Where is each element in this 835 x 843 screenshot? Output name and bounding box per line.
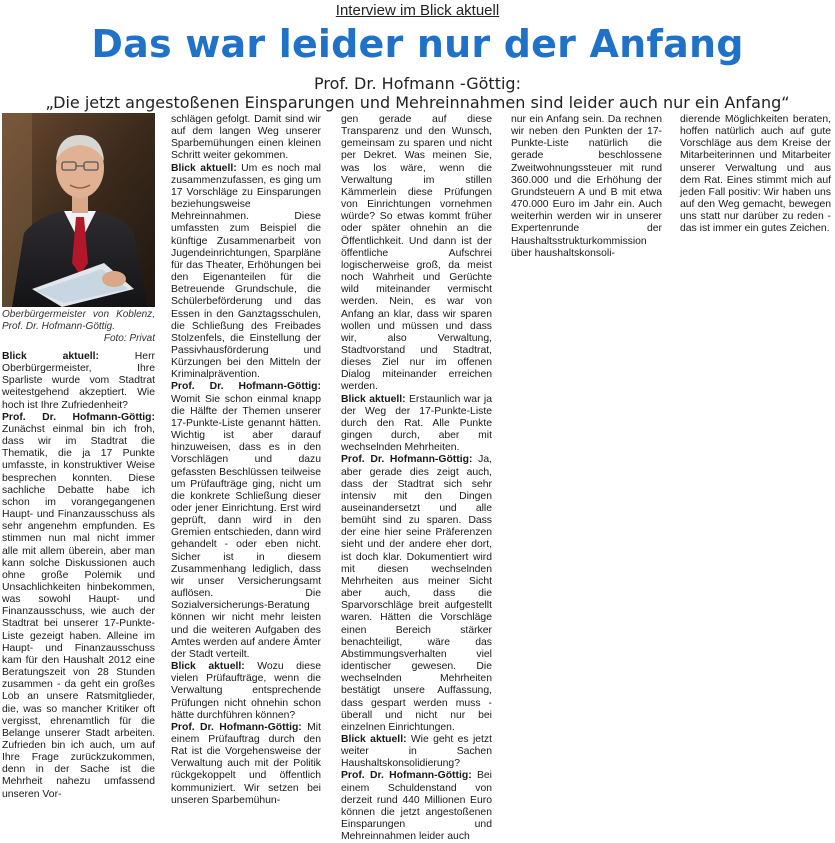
paragraph	[171, 114, 321, 163]
answer-text: Womit Sie schon einmal knapp die Hälfte der Themen unserer 17-Punkte-Liste genannt hätten. Wichtig ist aber darauf hinzuweisen, dass es in den Vorschlägen und dazu gefassten Beschlüssen teilweise um Prüfaufträge ging, nicht um die konkrete Schließung dieser oder jener Einrichtung. Erst wird geprüft, dann wird in den Gremien entschieden, dann wird gehandelt - oder eben nicht. Sicher ist in diesem Zusammenhang lediglich, dass wir unser Versicherungsamt auflösen. Die Sozialversicherungs-Beratung können wir nicht mehr leisten und die weiteren Aufgaben des Amtes werden auf andere Ämter der Stadt verteilt.	[171, 393, 321, 660]
question-text: Um es noch mal zusammenzufassen, es ging um 17 Vorschläge zu Einsparungen beziehungsweise Mehreinnahmen. Diese umfassten zum Beispiel die künftige Zusammenarbeit von Jugendeinrichtungen, Sparpläne für das Theater, Erhöhungen bei den Eigenanteilen für die Betreuende Grundschule, die Schülerbeförderung und das Essen in den Ganztagsschulen, die Schließung des Freibades Stolzenfels, die Einstellung der Passivhausförderung und Kürzungen bei den Mitteln der Kriminalprävention.	[171, 162, 321, 381]
question-label: Blick aktuell:	[171, 661, 245, 673]
answer-text: gen gerade auf diese Transparenz und den Wunsch, gemeinsam zu sparen und nicht per Dekret. Was meinen Sie, was los wäre, wenn die Verwaltung im stillen Kämmerlein diese Prüfungen von Einrichtungen vornehmen würde? So etwas kommt früher oder später ohnehin an die Öffentlichkeit. Und dann ist der öffentliche Aufschrei logischerweise groß, da meist noch Wahrheit und Gerüchte wild miteinander vermischt werden. Nein, es war von Anfang an klar, dass wir sparen wollen und müssen und dass wir, also Verwaltung, Stadtvorstand und Stadtrat, dieses Ziel nur im offenen Dialog miteinander erreichen werden.	[341, 114, 492, 393]
answer-text: Mit einem Prüfauftrag durch den Rat ist die Vorgehensweise der Verwaltung auch mit der Politik rückgekoppelt und öffentlich kommuniziert. Wir setzen bei unseren Sparbemühun-	[171, 721, 321, 806]
text-column-4	[511, 114, 662, 260]
text-column-1	[2, 351, 155, 801]
question-label: Blick aktuell:	[341, 733, 407, 745]
caption-text: Oberbürgermeister von Koblenz, Prof. Dr. Hofmann-Göttig.	[2, 309, 155, 332]
subhead-quote: „Die jetzt angestoßenen Einsparungen und Mehreinnahmen sind leider auch nur ein Anfang“	[45, 93, 790, 112]
answer-text: Zunächst einmal bin ich froh, dass wir im Stadtrat die Thematik, die ja 17 Punkte umfasste, in konstruktiver Weise besprechen konnten. Diese sachliche Debatte habe ich schon im vorangegangenen Haupt- und Finanzausschuss als sehr angenehm empfunden. Es stimmen nun mal nicht immer alle mit allem überein, aber man kann solche Diskussionen auch ohne große Polemik und Unsachlichkeiten hinbekommen, was sowohl Haupt- und Finanzausschuss, wie auch der Stadtrat bei unserer 17-Punkte-Liste gezeigt haben. Alleine im Haupt- und Finanzausschuss kam für den Haushalt 2012 eine Beratungszeit von 28 Stunden zusammen - da geht ein großes Lob an unsere Ratsmitglieder, die, was so mancher Kritiker oft vergisst, ehrenamtlich für die Belange unserer Stadt arbeiten. Zufrieden bin ich auch, um auf Ihre Frage zurückzukommen, denn in der Sache ist die Mehrheit nahezu umfassend unseren Vor-	[2, 423, 155, 800]
headline: Das war leider nur der Anfang	[91, 22, 744, 66]
paragraph	[341, 454, 492, 734]
section-kicker	[0, 2, 835, 19]
text-column-2	[171, 114, 321, 807]
answer-text: Bei einem Schuldenstand von derzeit rund 440 Millionen Euro können die jetzt angestoßenen Einsparungen und Mehreinnahmen leider auch	[341, 770, 492, 843]
question-text: Wie geht es jetzt weiter in Sachen Haushaltskonsolidierung?	[341, 733, 492, 770]
question-text: Herr Oberbürgermeister, Ihre Sparliste wurde vom Stadtrat weitestgehend akzeptiert. Wie hoch ist Ihre Zufriedenheit?	[2, 351, 155, 411]
answer-text: schlägen gefolgt. Damit sind wir auf dem langen Weg unserer Sparbemühungen einen kleinen Schritt weiter gekommen.	[171, 114, 321, 162]
portrait-photo	[2, 113, 155, 307]
photo-credit: Foto: Privat	[103, 333, 155, 344]
paragraph	[171, 163, 321, 382]
question-label: Blick aktuell:	[341, 393, 406, 405]
paragraph	[2, 351, 155, 412]
question-label: Blick aktuell:	[2, 351, 99, 362]
paragraph	[171, 661, 321, 722]
answer-label: Prof. Dr. Hofmann-Göttig:	[171, 381, 321, 393]
paragraph	[511, 114, 662, 260]
answer-text: dierende Möglichkeiten beraten, hoffen natürlich auch auf gute Vorschläge aus dem Kreise der Mitarbeiterinnen und Mitarbeiter unserer Verwaltung und aus dem Rat. Eines stimmt mich auf jeden Fall positiv: Wir haben uns auf den Weg gemacht, bewegen uns statt nur darüber zu reden - das ist immer ein gutes Zeichen.	[680, 114, 831, 235]
text-column-3	[341, 114, 492, 843]
question-label: Blick aktuell:	[171, 162, 237, 174]
answer-label: Prof. Dr. Hofmann-Göttig:	[2, 411, 155, 423]
answer-text: Ja, aber gerade dies zeigt auch, dass der Stadtrat sich sehr intensiv mit den Dingen auseinandersetzt und alle bemüht sind zu sparen. Dass der eine hier seine Präferenzen sieht und der andere eher dort, ist doch klar. Dokumentiert wird mit diesen wechselnden Mehrheiten aus meiner Sicht aber auch, dass die Sparvorschläge breit aufgestellt waren. Hätten die Vorschläge einen Bereich stärker benachteiligt, wäre das Abstimmungsverhalten viel identischer gewesen. Die wechselnden Mehrheiten bestätigt unsere Auffassung, dass gespart werden muss - überall und nicht nur bei einzelnen Einrichtungen.	[341, 454, 492, 733]
paragraph	[341, 770, 492, 843]
question-text: Wozu diese vielen Prüfaufträge, wenn die Verwaltung entsprechende Prüfungen nicht ohnehin schon hätte durchführen können?	[171, 661, 321, 721]
paragraph	[171, 722, 321, 807]
question-text: Erstaunlich war ja der Weg der 17-Punkte-Liste durch den Rat. Alle Punkte gingen durch, aber mit wechselnden Mehrheiten.	[341, 393, 492, 454]
photo-caption	[2, 309, 155, 345]
paragraph	[341, 734, 492, 770]
paragraph	[171, 381, 321, 661]
portrait-illustration	[2, 113, 155, 307]
text-column-5	[680, 114, 831, 236]
paragraph	[680, 114, 831, 236]
answer-label: Prof. Dr. Hofmann-Göttig:	[341, 454, 473, 466]
paragraph	[2, 412, 155, 801]
answer-text: nur ein Anfang sein. Da rechnen wir neben den Punkten der 17-Punkte-Liste natürlich die gerade beschlossene Zweitwohnungssteuer mit rund 360.000 und die Erhöhung der Grundsteuern A und B mit etwa 470.000 Euro im Jahr ein. Auch weiterhin werden wir in unserer Expertenrunde der Haushaltsstrukturkommission über haushaltskonsoli-	[511, 114, 662, 259]
kicker-text: Interview im Blick aktuell	[335, 2, 500, 19]
paragraph	[341, 114, 492, 394]
answer-label: Prof. Dr. Hofmann-Göttig:	[341, 770, 472, 782]
paragraph	[341, 394, 492, 455]
answer-label: Prof. Dr. Hofmann-Göttig:	[171, 721, 302, 733]
subhead-speaker: Prof. Dr. Hofmann -Göttig:	[314, 74, 521, 93]
